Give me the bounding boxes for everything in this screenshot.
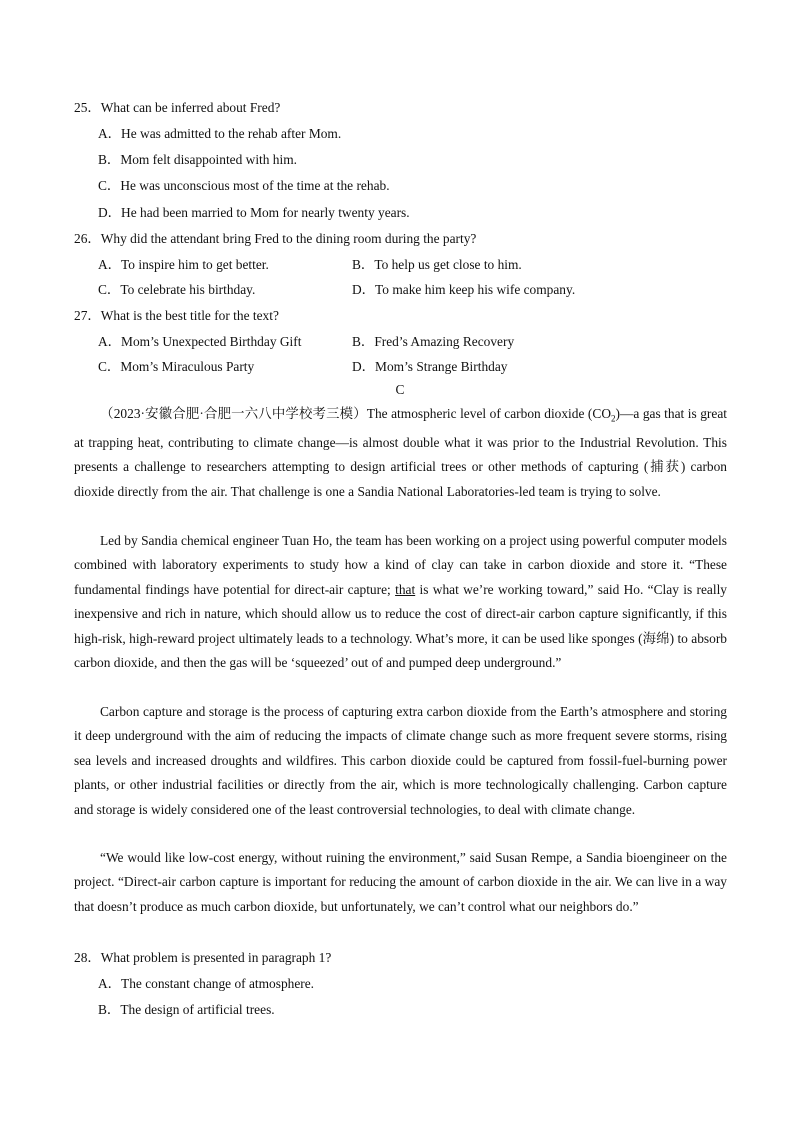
underlined-word-that: that [395,581,416,597]
passage-paragraph-3: Carbon capture and storage is the process of capturing extra carbon dioxide from the Earth’s atmosphere and storing it deep underground with the aim of reducing the impacts of climate change such as more frequent severe storms, rising sea levels and increased droughts and wildfires. This carbon dioxide could be captured from fossil-fuel-burning power plants, or other industrial facilities or directly from the air, which is more technologically challenging. Carbon capture and storage is widely considered one of the least controversial technologies, to deal with climate change. [74,704,727,817]
passage-paragraph-4: “We would like low-cost energy, without ruining the environment,” said Susan Rempe, a Sandia bioengineer on the project. “Direct-air carbon capture is important for reducing the amount of carbon dioxide in the air. We can live in a way that doesn’t produce as much carbon dioxide, but unfortunately, we can’t control what our neighbors do.” [74,850,727,914]
passage-paragraph-2: Led by Sandia chemical engineer Tuan Ho, the team has been working on a project using powerful computer models combined with laboratory experiments to study how a kind of clay can take in carbon dioxide and store it. “These fundamental findings have potential for direct-air capture; that is what we’re working toward,” said Ho. “Clay is really inexpensive and rich in nature, which should allow us to reduce the cost of direct-air carbon capture significantly, if this high-risk, high-reward project ultimately leads to a technology. What’s more, it can be used like sponges (海绵) to absorb carbon dioxide, and then the gas will be ‘squeezed’ out of and pumped deep underground.” [74,533,727,671]
question-26-stem: 26．Why did the attendant bring Fred to the dining room during the party? [74,231,477,246]
question-25-option-a: A．He was admitted to the rehab after Mom. [98,126,342,141]
section-label: C [395,382,405,397]
question-27-stem: 27．What is the best title for the text? [74,308,279,323]
question-28-option-b: B．The design of artificial trees. [98,1002,275,1017]
question-25-stem: 25．What can be inferred about Fred? [74,100,281,115]
question-26-option-d: D．To make him keep his wife company. [352,282,576,297]
question-27-option-b: B．Fred’s Amazing Recovery [352,334,515,349]
question-26-option-c: C．To celebrate his birthday. [98,282,256,297]
question-26-option-a: A．To inspire him to get better. [98,257,269,272]
question-27-option-c: C．Mom’s Miraculous Party [98,359,255,374]
passage-source: （2023·安徽合肥·合肥一六八中学校考三模） [100,406,367,421]
question-27-option-a: A．Mom’s Unexpected Birthday Gift [98,334,302,349]
question-28-stem: 28．What problem is presented in paragraph 1? [74,950,332,965]
question-25-option-b: B．Mom felt disappointed with him. [98,152,297,167]
question-28-option-a: A．The constant change of atmosphere. [98,976,315,991]
question-25-option-d: D．He had been married to Mom for nearly twenty years. [98,205,410,220]
passage-paragraph-1: （2023·安徽合肥·合肥一六八中学校考三模）The atmospheric level of carbon dioxide $(CO_2)—a$ gas that is great at trapping heat, contributing to climate change—is almost double what it was prior to the Industrial Revolution. This presents a challenge to researchers attempting to design artificial trees or other methods of capturing (捕获) carbon dioxide directly from the air. That challenge is one a Sandia National Laboratories-led team is trying to solve. [74,406,727,499]
question-27-option-d: D．Mom’s Strange Birthday [352,359,508,374]
question-25-option-c: C．He was unconscious most of the time at the rehab. [98,178,390,193]
question-26-option-b: B．To help us get close to him. [352,257,522,272]
